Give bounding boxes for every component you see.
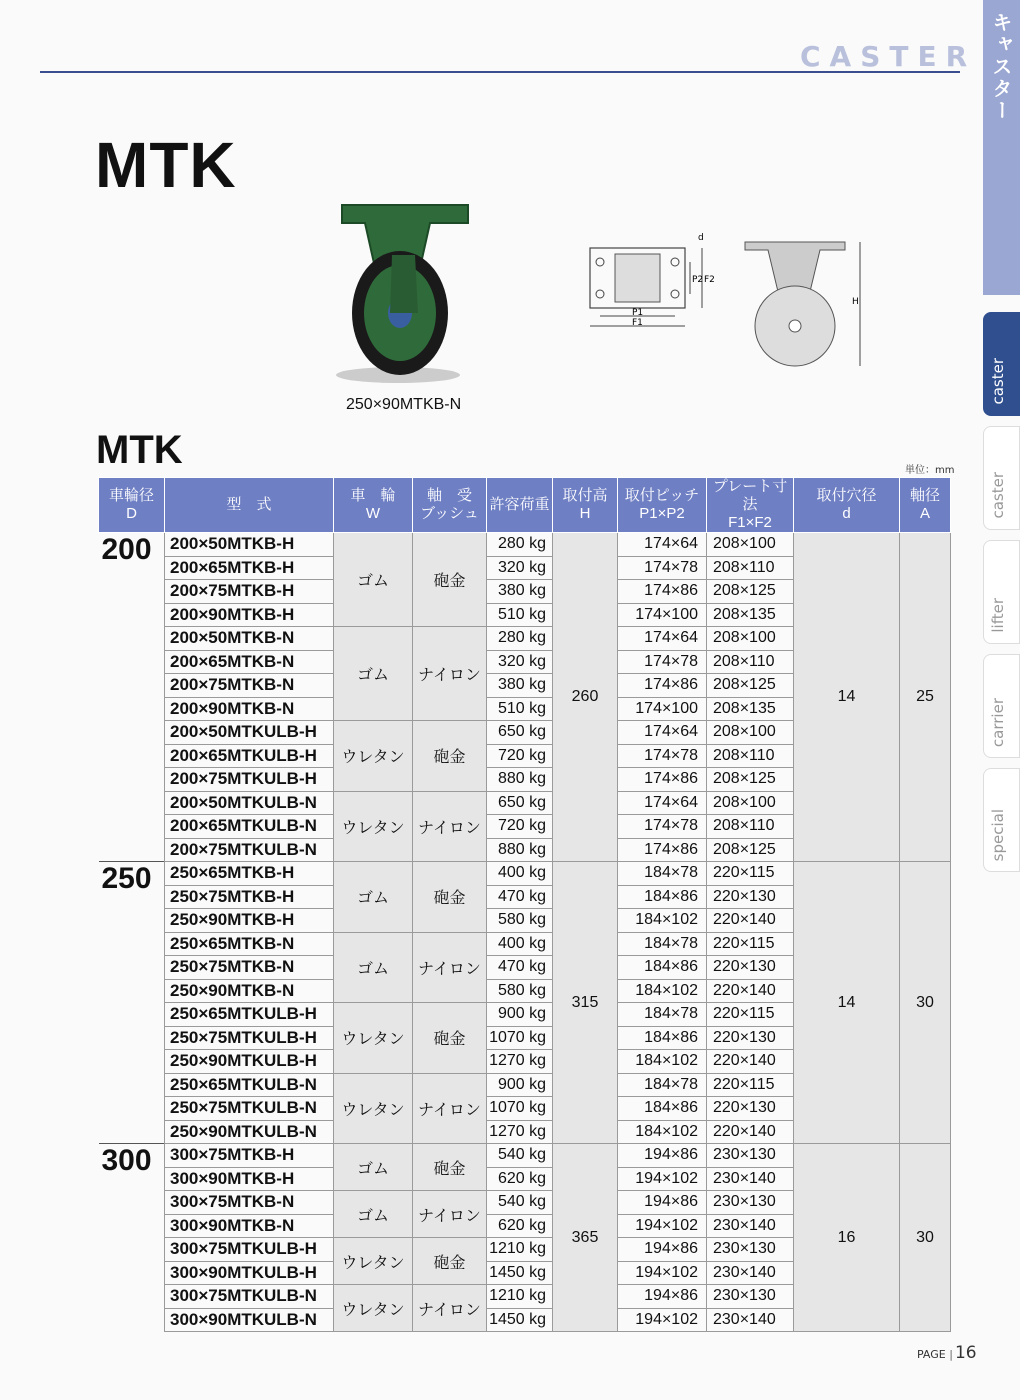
allowable-load: 1070 kg xyxy=(487,1026,553,1050)
column-header-bottom: ブッシュ xyxy=(420,505,479,522)
plate-size: 220×140 xyxy=(707,979,794,1003)
hole-diameter: 16 xyxy=(794,1144,900,1332)
side-banner-label: キャスター xyxy=(989,12,1013,122)
column-header-bottom: W xyxy=(365,505,381,522)
bearing-type: 砲金 xyxy=(413,721,487,792)
column-header xyxy=(334,478,413,533)
allowable-load: 580 kg xyxy=(487,979,553,1003)
mount-pitch: 194×86 xyxy=(618,1144,707,1168)
side-tab-lifter[interactable] xyxy=(983,540,1020,644)
bearing-type: ナイロン xyxy=(413,627,487,721)
bearing-type: ナイロン xyxy=(413,932,487,1003)
unit-note: 単位：mm xyxy=(905,465,955,476)
mount-pitch: 174×64 xyxy=(618,627,707,651)
plate-size: 220×140 xyxy=(707,1050,794,1074)
mount-pitch: 184×102 xyxy=(618,1050,707,1074)
mount-pitch: 184×102 xyxy=(618,909,707,933)
column-header-bottom: F1×F2 xyxy=(728,514,772,531)
mount-pitch: 184×102 xyxy=(618,1120,707,1144)
column-header xyxy=(707,478,794,533)
allowable-load: 380 kg xyxy=(487,580,553,604)
plate-size: 220×130 xyxy=(707,1097,794,1121)
plate-size: 208×110 xyxy=(707,556,794,580)
mount-pitch: 174×78 xyxy=(618,556,707,580)
mount-height: 365 xyxy=(553,1144,618,1332)
table-row xyxy=(99,862,951,886)
allowable-load: 580 kg xyxy=(487,909,553,933)
model-name: 200×75MTKB-N xyxy=(165,674,334,698)
model-name: 200×90MTKB-H xyxy=(165,603,334,627)
table-body xyxy=(99,533,951,1332)
allowable-load: 620 kg xyxy=(487,1214,553,1238)
mount-pitch: 184×86 xyxy=(618,956,707,980)
page-label: PAGE xyxy=(917,1348,946,1361)
model-name: 250×75MTKULB-H xyxy=(165,1026,334,1050)
plate-size: 220×115 xyxy=(707,1073,794,1097)
model-name: 300×90MTKULB-H xyxy=(165,1261,334,1285)
column-header-top: 車 輪 xyxy=(350,487,396,504)
side-tab-caster-active[interactable] xyxy=(983,312,1020,416)
column-header xyxy=(487,478,553,533)
mount-pitch: 174×64 xyxy=(618,533,707,557)
side-tab-carrier[interactable] xyxy=(983,654,1020,758)
allowable-load: 880 kg xyxy=(487,838,553,862)
side-tab-label: caster xyxy=(989,472,1007,519)
bearing-type: ナイロン xyxy=(413,1073,487,1144)
wheel-diameter: 300 xyxy=(99,1144,165,1332)
mount-height: 315 xyxy=(553,862,618,1144)
side-tab-special[interactable] xyxy=(983,768,1020,872)
plate-size: 220×130 xyxy=(707,885,794,909)
plate-size: 230×130 xyxy=(707,1144,794,1168)
mount-pitch: 174×86 xyxy=(618,674,707,698)
caster-photo xyxy=(330,195,480,390)
mount-pitch: 174×78 xyxy=(618,744,707,768)
bearing-type: 砲金 xyxy=(413,1238,487,1285)
allowable-load: 1070 kg xyxy=(487,1097,553,1121)
model-name: 200×65MTKB-H xyxy=(165,556,334,580)
plate-size: 220×130 xyxy=(707,956,794,980)
wheel-material: ゴム xyxy=(334,932,413,1003)
model-name: 200×65MTKULB-H xyxy=(165,744,334,768)
wheel-material: ゴム xyxy=(334,627,413,721)
plate-size: 208×135 xyxy=(707,603,794,627)
wheel-diameter: 250 xyxy=(99,862,165,1144)
mount-pitch: 194×86 xyxy=(618,1238,707,1262)
mount-pitch: 174×64 xyxy=(618,721,707,745)
label-f1: F1 xyxy=(632,318,643,328)
dimension-diagram xyxy=(580,230,870,370)
model-name: 300×75MTKB-H xyxy=(165,1144,334,1168)
wheel-diameter: 200 xyxy=(99,533,165,862)
wheel-material: ゴム xyxy=(334,862,413,933)
plate-size: 230×130 xyxy=(707,1238,794,1262)
allowable-load: 470 kg xyxy=(487,885,553,909)
mount-pitch: 184×86 xyxy=(618,885,707,909)
model-name: 250×90MTKULB-H xyxy=(165,1050,334,1074)
column-header xyxy=(794,478,900,533)
plate-size: 208×135 xyxy=(707,697,794,721)
allowable-load: 280 kg xyxy=(487,627,553,651)
mount-pitch: 194×102 xyxy=(618,1261,707,1285)
mount-pitch: 194×102 xyxy=(618,1308,707,1332)
label-p1: P1 xyxy=(632,308,644,318)
allowable-load: 510 kg xyxy=(487,603,553,627)
allowable-load: 1270 kg xyxy=(487,1050,553,1074)
allowable-load: 1210 kg xyxy=(487,1238,553,1262)
plate-size: 230×140 xyxy=(707,1308,794,1332)
table-header xyxy=(99,478,951,533)
model-name: 200×50MTKULB-N xyxy=(165,791,334,815)
mount-pitch: 194×86 xyxy=(618,1191,707,1215)
column-header-top: 軸 受 xyxy=(426,487,472,504)
allowable-load: 540 kg xyxy=(487,1144,553,1168)
model-name: 250×90MTKB-H xyxy=(165,909,334,933)
plate-size: 208×100 xyxy=(707,627,794,651)
axle-diameter: 30 xyxy=(900,862,951,1144)
bearing-type: 砲金 xyxy=(413,1144,487,1191)
mount-pitch: 174×78 xyxy=(618,650,707,674)
allowable-load: 900 kg xyxy=(487,1073,553,1097)
mount-pitch: 194×86 xyxy=(618,1285,707,1309)
plate-size: 220×140 xyxy=(707,1120,794,1144)
axle-diameter: 30 xyxy=(900,1144,951,1332)
mount-pitch: 184×78 xyxy=(618,862,707,886)
mount-pitch: 184×86 xyxy=(618,1026,707,1050)
column-header xyxy=(165,478,334,533)
allowable-load: 1450 kg xyxy=(487,1308,553,1332)
column-header xyxy=(413,478,487,533)
mount-pitch: 174×86 xyxy=(618,768,707,792)
label-f2: F2 xyxy=(704,275,715,285)
mount-pitch: 174×86 xyxy=(618,838,707,862)
table-row xyxy=(99,533,951,557)
model-name: 200×50MTKULB-H xyxy=(165,721,334,745)
plate-size: 208×100 xyxy=(707,533,794,557)
column-header-top: 許容荷重 xyxy=(489,496,550,513)
bearing-type: ナイロン xyxy=(413,1191,487,1238)
column-header-bottom: H xyxy=(579,505,591,522)
plate-size: 208×100 xyxy=(707,721,794,745)
model-name: 300×75MTKULB-N xyxy=(165,1285,334,1309)
side-banner xyxy=(983,0,1020,295)
axle-diameter: 25 xyxy=(900,533,951,862)
plate-size: 208×110 xyxy=(707,650,794,674)
plate-size: 208×110 xyxy=(707,815,794,839)
allowable-load: 900 kg xyxy=(487,1003,553,1027)
model-name: 250×90MTKB-N xyxy=(165,979,334,1003)
wheel-material: ウレタン xyxy=(334,1073,413,1144)
column-header xyxy=(900,478,951,533)
model-name: 250×65MTKB-H xyxy=(165,862,334,886)
allowable-load: 380 kg xyxy=(487,674,553,698)
hole-diameter: 14 xyxy=(794,533,900,862)
plate-size: 230×140 xyxy=(707,1214,794,1238)
mount-pitch: 184×86 xyxy=(618,1097,707,1121)
model-name: 200×65MTKB-N xyxy=(165,650,334,674)
plate-size: 208×110 xyxy=(707,744,794,768)
plate-size: 208×125 xyxy=(707,674,794,698)
mount-pitch: 184×78 xyxy=(618,1003,707,1027)
model-name: 250×75MTKB-N xyxy=(165,956,334,980)
model-name: 250×75MTKB-H xyxy=(165,885,334,909)
side-tab-label: carrier xyxy=(989,697,1007,747)
plate-size: 230×140 xyxy=(707,1167,794,1191)
hole-diameter: 14 xyxy=(794,862,900,1144)
wheel-material: ウレタン xyxy=(334,1285,413,1332)
mount-pitch: 174×100 xyxy=(618,603,707,627)
allowable-load: 400 kg xyxy=(487,862,553,886)
model-name: 200×75MTKB-H xyxy=(165,580,334,604)
column-header-top: 取付穴径 xyxy=(816,487,877,504)
column-header-bottom: d xyxy=(842,505,851,522)
column-header-top: 取付ピッチ xyxy=(624,487,700,504)
side-tab-label: caster xyxy=(989,358,1007,405)
bearing-type: 砲金 xyxy=(413,862,487,933)
model-name: 250×65MTKULB-N xyxy=(165,1073,334,1097)
allowable-load: 1210 kg xyxy=(487,1285,553,1309)
plate-size: 220×140 xyxy=(707,909,794,933)
mount-pitch: 194×102 xyxy=(618,1214,707,1238)
model-name: 300×75MTKULB-H xyxy=(165,1238,334,1262)
plate-size: 230×140 xyxy=(707,1261,794,1285)
plate-size: 208×100 xyxy=(707,791,794,815)
allowable-load: 280 kg xyxy=(487,533,553,557)
allowable-load: 720 kg xyxy=(487,744,553,768)
page-number: PAGE | 16 xyxy=(917,1343,977,1363)
plate-size: 220×115 xyxy=(707,932,794,956)
page-num: 16 xyxy=(954,1343,977,1363)
model-name: 300×90MTKB-N xyxy=(165,1214,334,1238)
model-name: 250×90MTKULB-N xyxy=(165,1120,334,1144)
model-name: 200×65MTKULB-N xyxy=(165,815,334,839)
column-header xyxy=(99,478,165,533)
mount-height: 260 xyxy=(553,533,618,862)
wheel-material: ゴム xyxy=(334,533,413,627)
plate-size: 230×130 xyxy=(707,1191,794,1215)
model-name: 200×90MTKB-N xyxy=(165,697,334,721)
wheel-material: ウレタン xyxy=(334,791,413,862)
wheel-material: ウレタン xyxy=(334,721,413,792)
column-header-bottom: P1×P2 xyxy=(639,505,685,522)
column-header-top: 型 式 xyxy=(226,496,272,513)
bearing-type: 砲金 xyxy=(413,533,487,627)
model-name: 300×90MTKULB-N xyxy=(165,1308,334,1332)
allowable-load: 620 kg xyxy=(487,1167,553,1191)
allowable-load: 470 kg xyxy=(487,956,553,980)
plate-size: 208×125 xyxy=(707,768,794,792)
side-tab-caster[interactable] xyxy=(983,426,1020,530)
label-h: H xyxy=(852,297,859,307)
mount-pitch: 194×102 xyxy=(618,1167,707,1191)
column-header-bottom: D xyxy=(126,505,137,522)
table-title: MTK xyxy=(96,428,183,472)
allowable-load: 540 kg xyxy=(487,1191,553,1215)
allowable-load: 650 kg xyxy=(487,791,553,815)
mount-pitch: 184×102 xyxy=(618,979,707,1003)
mount-pitch: 174×86 xyxy=(618,580,707,604)
mount-pitch: 174×64 xyxy=(618,791,707,815)
model-name: 300×90MTKB-H xyxy=(165,1167,334,1191)
column-header-top: 取付高 xyxy=(562,487,608,504)
wheel-material: ウレタン xyxy=(334,1003,413,1074)
plate-size: 230×130 xyxy=(707,1285,794,1309)
model-name: 300×75MTKB-N xyxy=(165,1191,334,1215)
allowable-load: 320 kg xyxy=(487,650,553,674)
mount-pitch: 184×78 xyxy=(618,932,707,956)
model-name: 250×65MTKULB-H xyxy=(165,1003,334,1027)
allowable-load: 320 kg xyxy=(487,556,553,580)
bearing-type: 砲金 xyxy=(413,1003,487,1074)
bearing-type: ナイロン xyxy=(413,1285,487,1332)
photo-caption: 250×90MTKB-N xyxy=(346,396,462,413)
mount-pitch: 184×78 xyxy=(618,1073,707,1097)
allowable-load: 650 kg xyxy=(487,721,553,745)
allowable-load: 1270 kg xyxy=(487,1120,553,1144)
allowable-load: 400 kg xyxy=(487,932,553,956)
plate-size: 208×125 xyxy=(707,580,794,604)
section-title: CASTER xyxy=(800,40,977,73)
wheel-material: ゴム xyxy=(334,1144,413,1191)
column-header-top: プレート寸法 xyxy=(712,478,788,513)
mount-pitch: 174×78 xyxy=(618,815,707,839)
label-d: d xyxy=(698,233,704,243)
model-name: 200×50MTKB-H xyxy=(165,533,334,557)
allowable-load: 1450 kg xyxy=(487,1261,553,1285)
side-tab-label: special xyxy=(989,808,1007,861)
model-name: 250×75MTKULB-N xyxy=(165,1097,334,1121)
label-p2: P2 xyxy=(692,275,704,285)
allowable-load: 880 kg xyxy=(487,768,553,792)
column-header-bottom: A xyxy=(919,505,930,522)
column-header-top: 車輪径 xyxy=(108,487,154,504)
side-tab-label: lifter xyxy=(989,598,1007,633)
bearing-type: ナイロン xyxy=(413,791,487,862)
page-title: MTK xyxy=(95,129,237,201)
plate-size: 220×115 xyxy=(707,1003,794,1027)
model-name: 200×75MTKULB-H xyxy=(165,768,334,792)
table-row xyxy=(99,1144,951,1168)
plate-size: 220×115 xyxy=(707,862,794,886)
wheel-material: ウレタン xyxy=(334,1238,413,1285)
model-name: 200×75MTKULB-N xyxy=(165,838,334,862)
column-header-top: 軸径 xyxy=(909,487,940,504)
wheel-material: ゴム xyxy=(334,1191,413,1238)
spec-table xyxy=(98,477,951,1332)
allowable-load: 720 kg xyxy=(487,815,553,839)
mount-pitch: 174×100 xyxy=(618,697,707,721)
model-name: 200×50MTKB-N xyxy=(165,627,334,651)
plate-size: 220×130 xyxy=(707,1026,794,1050)
allowable-load: 510 kg xyxy=(487,697,553,721)
column-header xyxy=(618,478,707,533)
model-name: 250×65MTKB-N xyxy=(165,932,334,956)
plate-size: 208×125 xyxy=(707,838,794,862)
column-header xyxy=(553,478,618,533)
